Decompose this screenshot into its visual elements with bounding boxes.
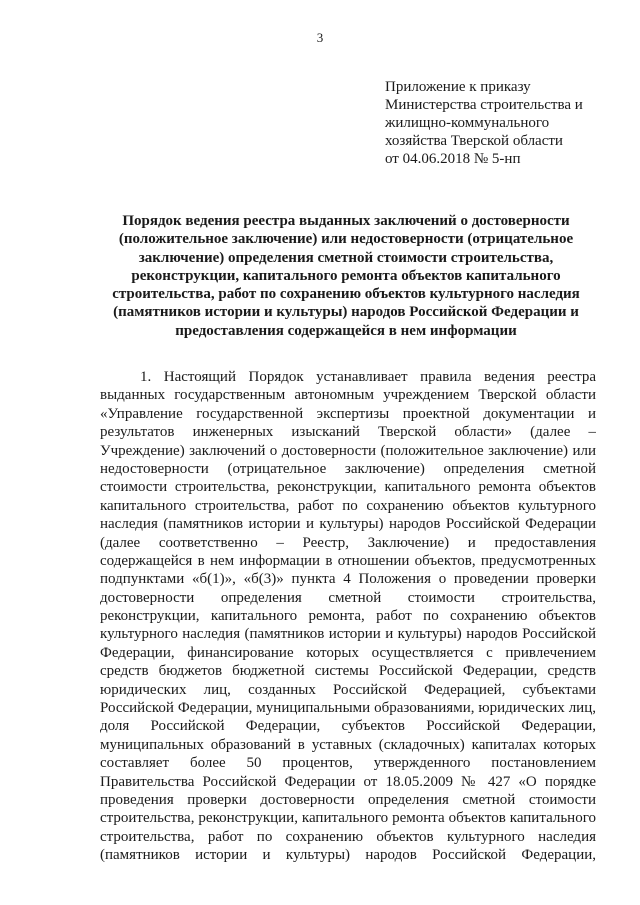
page-number: 3 xyxy=(316,30,324,45)
body-line: подпунктами «б(1)», «б(3)» пункта 4 Положения о проведении проверки xyxy=(100,571,596,588)
body-line: наследия (памятников истории и культуры) народов Российской Федерации xyxy=(100,516,596,533)
body-line: 1. Настоящий Порядок устанавливает правила ведения реестра xyxy=(140,369,596,385)
body-line: содержащейся в нем информации в отношении объектов, предусмотренных xyxy=(100,552,596,569)
body-line: составляет более 50 процентов, утвержденного постановлением xyxy=(100,755,596,772)
body-line: средств бюджетов бюджетной системы Российской Федерации, средств xyxy=(100,663,596,680)
body-line: стоимости строительства, реконструкции, капитального ремонта объектов xyxy=(100,479,596,496)
document-title xyxy=(100,212,592,340)
body-line: проведения проверки достоверности определения сметной стоимости xyxy=(100,791,596,808)
appendix-line: от 04.06.2018 № 5-нп xyxy=(385,151,521,167)
appendix-line: Министерства строительства и xyxy=(385,97,583,113)
body-line: строительства, реконструкции, капитального ремонта объектов капитального xyxy=(100,810,596,827)
body-line: результатов инженерных изысканий Тверской области» (далее – xyxy=(100,424,596,441)
body-line: достоверности определения сметной стоимости строительства, xyxy=(100,589,596,606)
body-line: реконструкции, капитального ремонта, работ по сохранению объектов xyxy=(100,608,596,625)
appendix-line: хозяйства Тверской области xyxy=(385,133,563,149)
title-line: (положительное заключение) или недостоверности (отрицательное xyxy=(118,231,574,248)
title-line: Порядок ведения реестра выданных заключений о достоверности xyxy=(122,213,570,229)
body-paragraph xyxy=(100,368,596,865)
body-line: выданных государственным автономным учреждением Тверской области xyxy=(100,387,596,404)
appendix-block xyxy=(385,78,600,168)
body-line: муниципальных образований в уставных (складочных) капиталах которых xyxy=(100,736,596,753)
title-line: реконструкции, капитального ремонта объектов капитального xyxy=(131,267,561,284)
body-line: культурного наследия (памятников истории и культуры) народов Российской xyxy=(100,626,596,643)
body-line: юридических лиц, созданных Российской Федерацией, субъектами xyxy=(100,681,596,698)
title-line: строительства, работ по сохранению объектов культурного наследия xyxy=(112,286,580,303)
body-line: Российской Федерации, муниципальными образованиями, юридических лиц, xyxy=(100,700,596,717)
title-line: заключение) определения сметной стоимости строительства, xyxy=(138,249,554,266)
appendix-line: Приложение к приказу xyxy=(385,79,531,95)
title-line: (памятников истории и культуры) народов Российской Федерации и xyxy=(113,304,579,321)
body-line: «Управление государственной экспертизы проектной документации и xyxy=(100,405,596,422)
body-line: недостоверности (отрицательное заключение) определения сметной xyxy=(100,460,596,477)
body-line: Правительства Российской Федерации от 18.05.2009 № 427 «О порядке xyxy=(100,773,596,790)
body-line: Учреждение) заключений о достоверности (положительное заключение) или xyxy=(100,442,596,459)
body-line: доля Российской Федерации, субъектов Российской Федерации, xyxy=(100,718,596,735)
body-line: Федерации, финансирование которых осуществляется с привлечением xyxy=(100,644,596,661)
body-line: строительства, работ по сохранению объектов культурного наследия xyxy=(100,828,596,845)
title-line: предоставления содержащейся в нем информации xyxy=(175,322,517,339)
body-line: (памятников истории и культуры) народов Российской Федерации, xyxy=(100,847,596,864)
body-line: капитального строительства, работ по сохранению объектов культурного xyxy=(100,497,596,514)
appendix-line: жилищно-коммунального xyxy=(385,115,550,131)
body-line: (далее соответственно – Реестр, Заключение) и предоставления xyxy=(100,534,596,551)
